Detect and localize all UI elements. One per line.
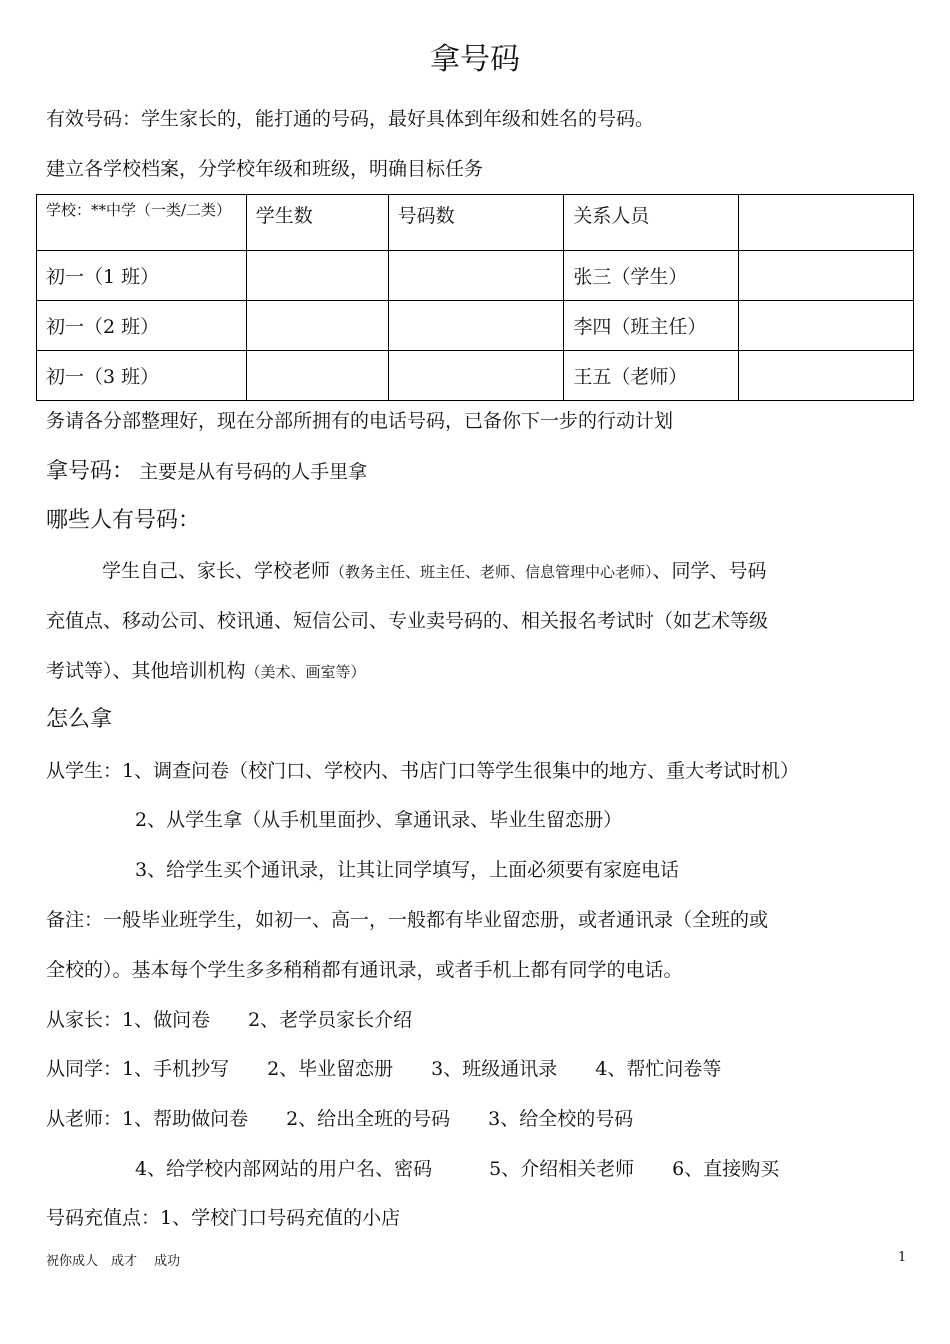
table-cell-numbers — [388, 351, 564, 401]
table-cell-numbers — [388, 301, 564, 351]
school-target-table — [36, 194, 914, 401]
table-header-numbers: 号码数 — [388, 195, 564, 251]
table-cell-extra — [739, 301, 914, 351]
note-line-1: 备注：一般毕业班学生，如初一、高一，一般都有毕业留恋册，或者通讯录（全班的或 — [46, 909, 769, 931]
intro-line-2: 建立各学校档案，分学校年级和班级，明确目标任务 — [46, 158, 484, 180]
get-numbers-line — [46, 454, 367, 485]
after-table-note: 务请各分部整理好，现在分部所拥有的电话号码，已备你下一步的行动计划 — [46, 410, 674, 432]
from-teachers-1: 从老师：1、帮助做问卷 2、给出全班的号码 3、给全校的号码 — [46, 1108, 634, 1130]
who-line-1-b: 、同学、号码 — [652, 560, 767, 582]
page-number: 1 — [898, 1250, 907, 1265]
who-line-1 — [102, 556, 767, 583]
from-students-1: 从学生：1、调查问卷（校门口、学校内、书店门口等学生很集中的地方、重大考试时机） — [46, 760, 800, 782]
who-heading: 哪些人有号码： — [46, 508, 201, 533]
table-cell-contact: 张三（学生） — [564, 251, 739, 301]
footer-slogan: 祝你成人 成才 成功 — [46, 1254, 181, 1269]
table-cell-class: 初一（2 班） — [37, 301, 247, 351]
who-line-3-a: 考试等）、其他培训机构 — [46, 660, 246, 682]
table-row — [37, 351, 914, 401]
table-cell-class: 初一（3 班） — [37, 351, 247, 401]
recharge-point: 号码充值点：1、学校门口号码充值的小店 — [46, 1207, 401, 1229]
page-title: 拿号码 — [430, 42, 520, 77]
table-cell-contact: 王五（老师） — [564, 351, 739, 401]
table-cell-class: 初一（1 班） — [37, 251, 247, 301]
get-numbers-text: 主要是从有号码的人手里拿 — [139, 461, 368, 483]
from-students-2: 2、从学生拿（从手机里面抄、拿通讯录、毕业生留恋册） — [135, 809, 623, 831]
intro-line-1: 有效号码：学生家长的，能打通的号码，最好具体到年级和姓名的号码。 — [46, 108, 655, 130]
table-header-row — [37, 195, 914, 251]
table-cell-students — [246, 301, 388, 351]
get-numbers-heading: 拿号码： — [46, 459, 135, 484]
table-header-school: 学校：**中学（一类/二类） — [37, 195, 247, 251]
table-cell-extra — [739, 251, 914, 301]
from-teachers-2: 4、给学校内部网站的用户名、密码 5、介绍相关老师 6、直接购买 — [135, 1158, 780, 1180]
table-cell-extra — [739, 351, 914, 401]
note-line-2: 全校的）。基本每个学生多多稍稍都有通讯录，或者手机上都有同学的电话。 — [46, 959, 683, 981]
table-header-contacts: 关系人员 — [564, 195, 739, 251]
who-line-2: 充值点、移动公司、校讯通、短信公司、专业卖号码的、相关报名考试时（如艺术等级 — [46, 610, 769, 632]
how-heading: 怎么拿 — [46, 707, 113, 732]
table-header-students: 学生数 — [246, 195, 388, 251]
table-cell-contact: 李四（班主任） — [564, 301, 739, 351]
who-line-3 — [46, 656, 366, 683]
table-header-extra — [739, 195, 914, 251]
who-line-3-small: （美术、画室等） — [245, 663, 366, 681]
who-line-1-small: （教务主任、班主任、老师、信息管理中心老师） — [330, 563, 653, 581]
table-row — [37, 251, 914, 301]
from-parents: 从家长：1、做问卷 2、老学员家长介绍 — [46, 1009, 413, 1031]
from-students-3: 3、给学生买个通讯录，让其让同学填写，上面必须要有家庭电话 — [135, 859, 680, 881]
table-cell-students — [246, 351, 388, 401]
who-line-1-a: 学生自己、家长、学校老师 — [102, 560, 331, 582]
table-cell-students — [246, 251, 388, 301]
table-cell-numbers — [388, 251, 564, 301]
from-classmates: 从同学：1、手机抄写 2、毕业留恋册 3、班级通讯录 4、帮忙问卷等 — [46, 1058, 722, 1080]
table-row — [37, 301, 914, 351]
